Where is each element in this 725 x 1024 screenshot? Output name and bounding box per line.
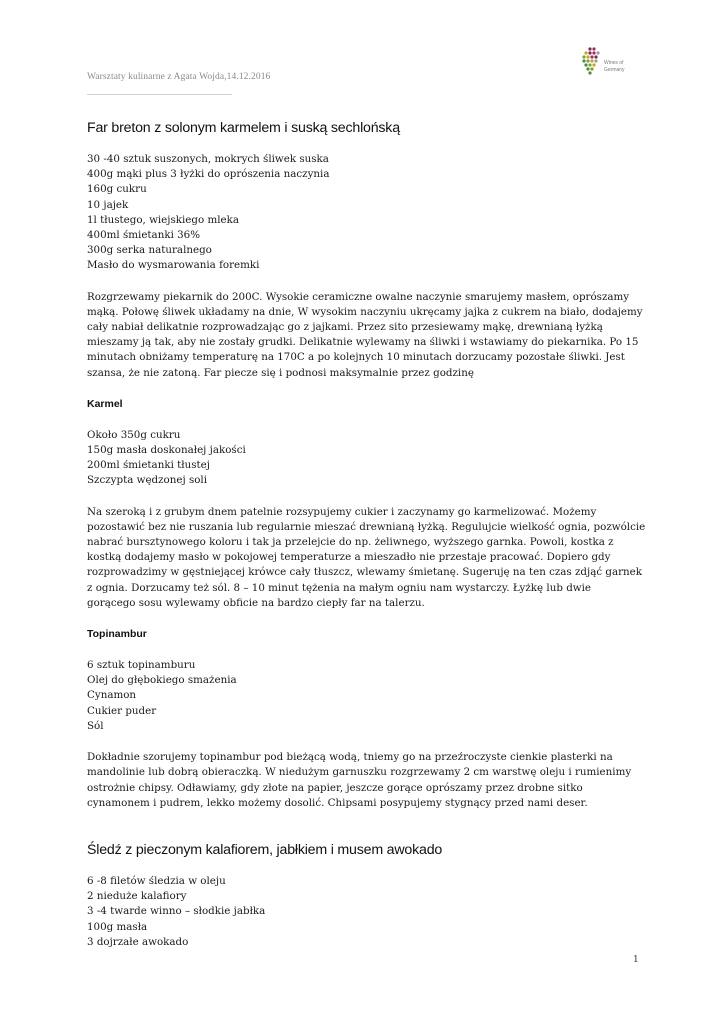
ingredient-line: Około 350g cukru bbox=[87, 428, 181, 441]
method-line: cały nabiał delikatnie rozprowadzając go z jajkami. Przez sito przesiewamy mąkę, drewnianą łyżką bbox=[87, 321, 603, 334]
method-line: cynamonem i pudrem, lekko możemy dosolić. Chipsami posypujemy stygnący przed nami deser. bbox=[87, 796, 588, 809]
method-line: mieszamy ją tak, aby nie zostały grudki. Delikatnie wylewamy na śliwki i wstawiamy do piekarnika. Po 15 bbox=[87, 336, 639, 349]
topinambur-method bbox=[87, 750, 647, 811]
recipe-1-title: Far breton z solonym karmelem i suską sechlońską bbox=[87, 120, 400, 136]
ingredient-line: 3 -4 twarde winno – słodkie jabłka bbox=[87, 905, 266, 918]
method-line: mandolinie lub dobrą obieraczką. W niedużym garnuszku rozgrzewamy 2 cm warstwę oleju i rumienimy bbox=[87, 766, 632, 779]
method-line: ostrożnie chipsy. Odławiamy, gdy złote na papier, jeszcze gorące oprószamy przez drobne sitko bbox=[87, 781, 583, 794]
topinambur-heading: Topinambur bbox=[87, 628, 147, 641]
ingredient-line: 6 sztuk topinamburu bbox=[87, 659, 196, 672]
ingredient-line: Cynamon bbox=[87, 689, 137, 702]
document-body bbox=[87, 118, 647, 950]
karmel-heading: Karmel bbox=[87, 397, 123, 410]
karmel-ingredients bbox=[87, 428, 647, 489]
recipe-1-ingredients bbox=[87, 152, 647, 274]
recipe-1-method bbox=[87, 290, 647, 381]
logo-line-2: Germany bbox=[604, 67, 625, 73]
method-line: Dokładnie szorujemy topinambur pod bieżącą wodą, tniemy go na przeźroczyste cienkie plasterki na bbox=[87, 751, 613, 764]
method-line: gorącego sosu wylewamy obficie na bardzo ciepły far na talerzu. bbox=[87, 596, 425, 609]
method-line: Na szeroką i z grubym dnem patelnie rozsypujemy cukier i zaczynamy go karmelizować. Możemy bbox=[87, 505, 597, 518]
method-line: mąką. Połowę śliwek układamy na dnie, W wysokim naczyniu ukręcamy jajka z cukrem na biało, dodajemy bbox=[87, 305, 643, 318]
ingredient-line: Olej do głębokiego smażenia bbox=[87, 674, 237, 687]
method-line: pozostawić bez nie ruszania lub regularnie mieszać drewnianą łyżką. Regulujcie wielkość ognia, pozwólcie bbox=[87, 520, 646, 533]
page-header: Warsztaty kulinarne z Agata Wojda,14.12.2016 bbox=[87, 72, 271, 82]
method-line: rozprowadzimy w gęstniejącej krówce cały tłuszcz, wlewamy śmietanę. Sugeruję na ten czas zdjąć garnek bbox=[87, 566, 642, 579]
ingredient-line: Sól bbox=[87, 719, 104, 732]
ingredient-line: 100g masła bbox=[87, 920, 148, 933]
method-line: z ognia. Dorzucamy też sól. 8 – 10 minut tężenia na małym ogniu nam wystarczy. Łyżkę lub dwie bbox=[87, 581, 591, 594]
method-line: nabrać bursztynowego koloru i tak ja przelejcie do np. żeliwnego, wyższego garnka. Powoli, kostka z bbox=[87, 536, 614, 549]
logo-line-1: Wines of bbox=[604, 60, 624, 66]
ingredient-line: Szczypta wędzonej soli bbox=[87, 474, 208, 487]
method-line: Rozgrzewamy piekarnik do 200C. Wysokie ceramiczne owalne naczynie smarujemy masłem, oprószamy bbox=[87, 290, 630, 303]
ingredient-line: 400g mąki plus 3 łyżki do oprószenia naczynia bbox=[87, 168, 330, 181]
ingredient-line: 200ml śmietanki tłustej bbox=[87, 459, 210, 472]
ingredient-line: Cukier puder bbox=[87, 704, 157, 717]
ingredient-line: Masło do wysmarowania foremki bbox=[87, 259, 260, 272]
method-line: szansa, że nie zatoną. Far piecze się i podnosi maksymalnie przez godzinę bbox=[87, 366, 474, 379]
ingredient-line: 160g cukru bbox=[87, 183, 147, 196]
page-number: 1 bbox=[633, 955, 639, 965]
method-line: kostką dodajemy masło w pokojowej temperaturze a mieszadło nie przestaje pracować. Dopiero gdy bbox=[87, 551, 611, 564]
method-line: minutach obniżamy temperaturę na 170C a po kolejnych 10 minutach dorzucamy pozostałe śliwki. Jest bbox=[87, 351, 625, 364]
ingredient-line: 3 dojrzałe awokado bbox=[87, 935, 189, 948]
ingredient-line: 30 -40 sztuk suszonych, mokrych śliwek suska bbox=[87, 153, 329, 165]
ingredient-line: 150g masła doskonałej jakości bbox=[87, 444, 246, 457]
ingredient-line: 10 jajek bbox=[87, 198, 129, 211]
ingredient-line: 400ml śmietanki 36% bbox=[87, 229, 201, 242]
recipe-2-title: Śledź z pieczonym kalafiorem, jabłkiem i musem awokado bbox=[87, 841, 443, 858]
header-rule bbox=[87, 94, 232, 95]
topinambur-ingredients bbox=[87, 658, 647, 734]
karmel-method bbox=[87, 505, 647, 611]
ingredient-line: 6 -8 filetów śledzia w oleju bbox=[87, 874, 226, 887]
ingredient-line: 1l tłustego, wiejskiego mleka bbox=[87, 213, 239, 226]
logo-text bbox=[604, 60, 625, 74]
ingredient-line: 2 nieduże kalafiory bbox=[87, 890, 187, 903]
ingredient-line: 300g serka naturalnego bbox=[87, 244, 212, 257]
recipe-2-ingredients bbox=[87, 874, 647, 950]
